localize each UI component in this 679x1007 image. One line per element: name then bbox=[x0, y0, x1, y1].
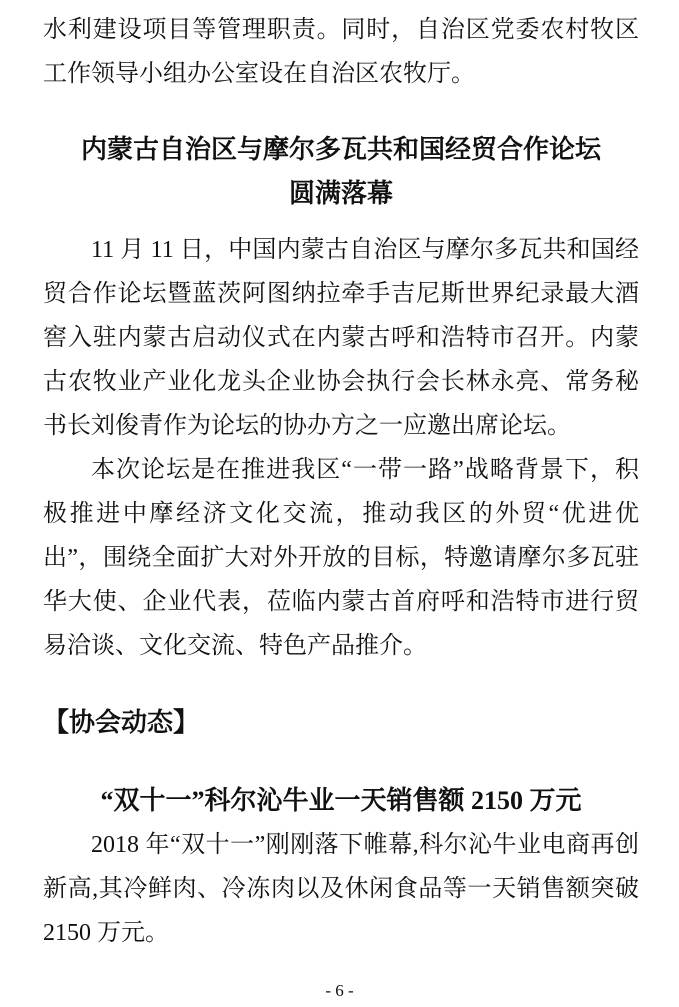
article1-paragraph-1: 11 月 11 日，中国内蒙古自治区与摩尔多瓦共和国经贸合作论坛暨蓝茨阿图纳拉牵手吉尼斯世界纪录最大酒窖入驻内蒙古启动仪式在内蒙古呼和浩特市召开。内蒙古农牧业产业化龙头企业协会执行会长林永亮、常务秘书长刘俊青作为论坛的协办方之一应邀出席论坛。 bbox=[43, 237, 639, 439]
article1-title-line2: 圆满落幕 bbox=[288, 179, 393, 208]
article2-paragraph-1: 2018 年“双十一”刚刚落下帷幕,科尔沁牛业电商再创新高,其冷鲜肉、冷冻肉以及休闲食品等一天销售额突破 2150 万元。 bbox=[43, 832, 639, 946]
article1-title bbox=[43, 128, 639, 216]
document-body bbox=[43, 8, 639, 955]
article2-title: “双十一”科尔沁牛业一天销售额 2150 万元 bbox=[100, 786, 582, 815]
page-number: - 6 - bbox=[325, 981, 354, 1000]
article1-paragraph-2: 本次论坛是在推进我区“一带一路”战略背景下，积极推进中摩经济文化交流，推动我区的外贸“优进优出”，围绕全面扩大对外开放的目标，特邀请摩尔多瓦驻华大使、企业代表，莅临内蒙古首府呼和浩特市进行贸易洽谈、文化交流、特色产品推介。 bbox=[43, 457, 639, 659]
article1-title-line1: 内蒙古自治区与摩尔多瓦共和国经贸合作论坛 bbox=[80, 135, 601, 164]
intro-paragraph: 水利建设项目等管理职责。同时，自治区党委农村牧区工作领导小组办公室设在自治区农牧厅。 bbox=[43, 17, 639, 87]
section-header-association-news: 【协会动态】 bbox=[43, 707, 200, 737]
page-footer bbox=[0, 982, 679, 999]
